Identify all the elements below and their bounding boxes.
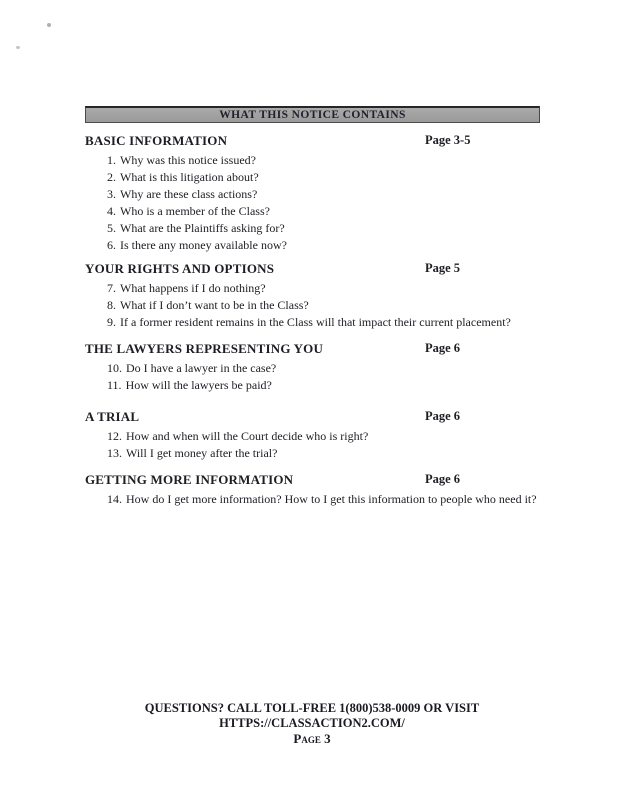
toc-item-text: Who is a member of the Class? xyxy=(120,204,270,218)
toc-item xyxy=(85,152,555,169)
footer-website-line: HTTPS://CLASSACTION2.COM/ xyxy=(219,716,405,730)
section-heading-the-lawyers-representing-you xyxy=(85,340,555,357)
toc-item xyxy=(85,377,555,394)
toc-item-number: 7. xyxy=(107,281,116,295)
toc-item-text: Is there any money available now? xyxy=(120,238,287,252)
toc-item xyxy=(85,491,555,508)
section-title: YOUR RIGHTS AND OPTIONS xyxy=(85,261,275,276)
toc-item-text: How do I get more information? How to I get this information to people who need it? xyxy=(126,492,537,506)
toc-item xyxy=(85,360,555,377)
toc-item-text: Why are these class actions? xyxy=(120,187,258,201)
section-title: GETTING MORE INFORMATION xyxy=(85,472,294,487)
section-page-ref: Page 6 xyxy=(425,472,461,486)
toc-item-text: How and when will the Court decide who is right? xyxy=(126,429,369,443)
toc-item xyxy=(85,203,555,220)
section-heading-getting-more-information xyxy=(85,471,555,488)
toc-item-number: 12. xyxy=(107,429,122,443)
section-heading-basic-information xyxy=(85,132,555,149)
notice-contents-banner: WHAT THIS NOTICE CONTAINS xyxy=(85,106,540,123)
toc-item-text: Do I have a lawyer in the case? xyxy=(126,361,277,375)
toc-item-number: 10. xyxy=(107,361,122,375)
scan-artifact-dot xyxy=(47,23,51,27)
section-page-ref: Page 3-5 xyxy=(425,133,471,147)
page-footer xyxy=(0,701,624,746)
toc-item xyxy=(85,297,555,314)
toc-item-text: Why was this notice issued? xyxy=(120,153,256,167)
toc-item-number: 13. xyxy=(107,446,122,460)
toc-item xyxy=(85,428,555,445)
section-title: THE LAWYERS REPRESENTING YOU xyxy=(85,341,324,356)
section-title: BASIC INFORMATION xyxy=(85,133,228,148)
toc-item-number: 11. xyxy=(107,378,122,392)
footer-page-number: Page 3 xyxy=(293,731,331,746)
toc-item xyxy=(85,314,555,331)
toc-item-text: What happens if I do nothing? xyxy=(120,281,266,295)
toc-item-number: 4. xyxy=(107,204,116,218)
toc-item-number: 14. xyxy=(107,492,122,506)
toc-item xyxy=(85,220,555,237)
section-page-ref: Page 6 xyxy=(425,341,461,355)
toc-item-text: How will the lawyers be paid? xyxy=(125,378,272,392)
toc-item-number: 1. xyxy=(107,153,116,167)
toc-item xyxy=(85,169,555,186)
toc-item-number: 9. xyxy=(107,315,116,329)
footer-questions-line: QUESTIONS? CALL TOLL-FREE 1(800)538-0009 OR VISIT xyxy=(144,701,480,715)
toc-item-text: What is this litigation about? xyxy=(120,170,259,184)
toc-item-number: 5. xyxy=(107,221,116,235)
toc-item-number: 8. xyxy=(107,298,116,312)
toc-item xyxy=(85,186,555,203)
section-page-ref: Page 6 xyxy=(425,409,461,423)
toc-item-text: If a former resident remains in the Class will that impact their current placement? xyxy=(120,315,511,329)
section-heading-your-rights-and-options xyxy=(85,260,555,277)
section-page-ref: Page 5 xyxy=(425,261,461,275)
toc-item xyxy=(85,280,555,297)
toc-item-number: 3. xyxy=(107,187,116,201)
toc-item-number: 2. xyxy=(107,170,116,184)
toc-item-text: Will I get money after the trial? xyxy=(126,446,278,460)
scan-artifact-dot xyxy=(16,46,20,49)
table-of-contents xyxy=(85,126,555,508)
section-title: A TRIAL xyxy=(85,409,140,424)
toc-item-text: What are the Plaintiffs asking for? xyxy=(120,221,285,235)
toc-item-text: What if I don’t want to be in the Class? xyxy=(120,298,309,312)
section-heading-a-trial xyxy=(85,408,555,425)
toc-item xyxy=(85,445,555,462)
toc-item xyxy=(85,237,555,254)
toc-item-number: 6. xyxy=(107,238,116,252)
